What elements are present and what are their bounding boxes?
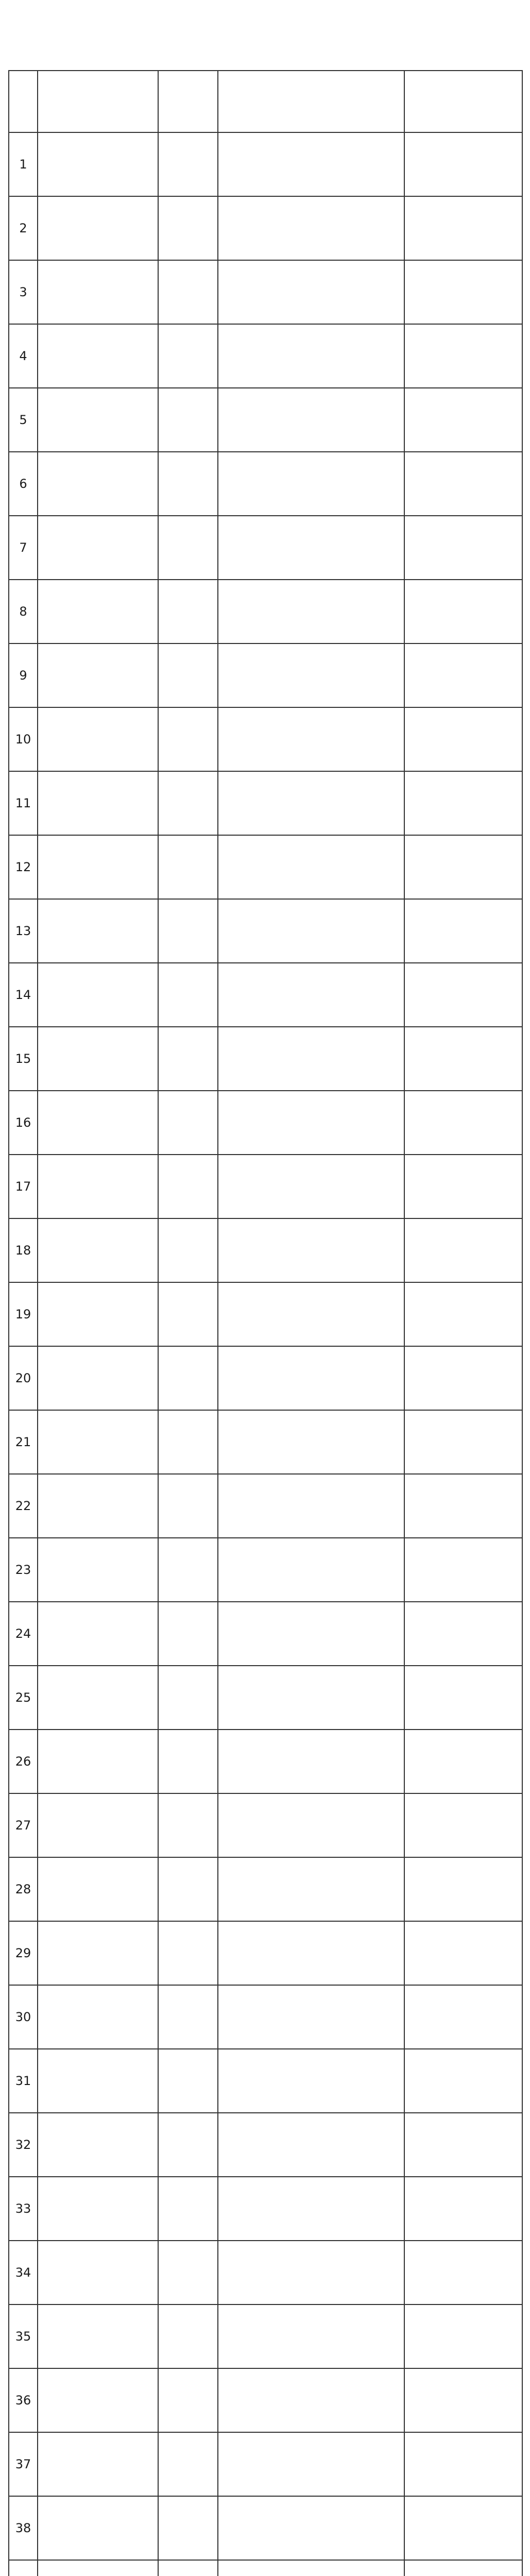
- row-number: 26: [9, 1730, 38, 1793]
- row-number: 13: [9, 899, 38, 963]
- row-number: 30: [9, 1985, 38, 2049]
- spokesperson-name: [158, 2113, 218, 2177]
- spokesperson-name: [158, 1985, 218, 2049]
- department-name: [38, 388, 158, 452]
- office-phone: [404, 2496, 522, 2560]
- row-number: [9, 2560, 38, 2576]
- office-phone: [404, 1666, 522, 1730]
- department-name: [38, 1346, 158, 1410]
- position-title: [218, 1602, 404, 1666]
- position-title: [218, 1666, 404, 1730]
- position-title: [218, 580, 404, 643]
- department-name: [38, 1730, 158, 1793]
- department-name: [38, 260, 158, 324]
- department-name: [38, 2049, 158, 2113]
- position-title: [218, 2368, 404, 2432]
- office-phone: [404, 963, 522, 1027]
- row-number: 10: [9, 707, 38, 771]
- table-row: [9, 963, 522, 1027]
- office-phone: [404, 1793, 522, 1857]
- spokesperson-name: [158, 1282, 218, 1346]
- department-name: [38, 899, 158, 963]
- row-number: 28: [9, 1857, 38, 1921]
- table-row: [9, 2496, 522, 2560]
- table-row: [9, 132, 522, 196]
- table-row: [9, 1346, 522, 1410]
- row-number: 3: [9, 260, 38, 324]
- office-phone: [404, 1027, 522, 1091]
- table-row: [9, 580, 522, 643]
- table-row: [9, 2049, 522, 2113]
- column-header-no: [9, 71, 38, 132]
- spokesperson-name: [158, 196, 218, 260]
- position-title: [218, 963, 404, 1027]
- row-number: 7: [9, 516, 38, 580]
- office-phone: [404, 1155, 522, 1218]
- table-row: [9, 899, 522, 963]
- column-header-tel: [404, 71, 522, 132]
- table-row: [9, 835, 522, 899]
- office-phone: [404, 2049, 522, 2113]
- position-title: [218, 1921, 404, 1985]
- spokesperson-name: [158, 707, 218, 771]
- table-row: [9, 196, 522, 260]
- position-title: [218, 260, 404, 324]
- spokesperson-name: [158, 2432, 218, 2496]
- position-title: [218, 1027, 404, 1091]
- spokesperson-name: [158, 1793, 218, 1857]
- department-name: [38, 2560, 158, 2576]
- department-name: [38, 1538, 158, 1602]
- spokesperson-name: [158, 963, 218, 1027]
- position-title: [218, 2241, 404, 2304]
- position-title: [218, 1410, 404, 1474]
- department-name: [38, 2368, 158, 2432]
- row-number: 17: [9, 1155, 38, 1218]
- department-name: [38, 516, 158, 580]
- table-row: [9, 1857, 522, 1921]
- department-name: [38, 963, 158, 1027]
- office-phone: [404, 516, 522, 580]
- office-phone: [404, 899, 522, 963]
- row-number: 9: [9, 643, 38, 707]
- row-number: 6: [9, 452, 38, 516]
- position-title: [218, 2560, 404, 2576]
- spokesperson-name: [158, 1474, 218, 1538]
- spokesperson-name: [158, 388, 218, 452]
- table-body: [9, 132, 522, 2576]
- office-phone: [404, 1602, 522, 1666]
- department-name: [38, 1474, 158, 1538]
- office-phone: [404, 132, 522, 196]
- spokesperson-name: [158, 260, 218, 324]
- row-number: 16: [9, 1091, 38, 1155]
- office-phone: [404, 2304, 522, 2368]
- department-name: [38, 1921, 158, 1985]
- spokesperson-name: [158, 1602, 218, 1666]
- table-row: [9, 260, 522, 324]
- department-name: [38, 580, 158, 643]
- spokesperson-name: [158, 2049, 218, 2113]
- table-row: [9, 2241, 522, 2304]
- office-phone: [404, 1857, 522, 1921]
- department-name: [38, 835, 158, 899]
- department-name: [38, 2177, 158, 2241]
- department-name: [38, 1602, 158, 1666]
- office-phone: [404, 1410, 522, 1474]
- row-number: 32: [9, 2113, 38, 2177]
- department-name: [38, 452, 158, 516]
- spokesperson-name: [158, 2560, 218, 2576]
- spokesperson-name: [158, 1538, 218, 1602]
- table-row: [9, 707, 522, 771]
- office-phone: [404, 196, 522, 260]
- table-row: [9, 2368, 522, 2432]
- table-row: [9, 1793, 522, 1857]
- office-phone: [404, 1091, 522, 1155]
- table-row: [9, 1091, 522, 1155]
- row-number: 23: [9, 1538, 38, 1602]
- position-title: [218, 1155, 404, 1218]
- office-phone: [404, 2177, 522, 2241]
- department-name: [38, 132, 158, 196]
- office-phone: [404, 2432, 522, 2496]
- spokesperson-name: [158, 1921, 218, 1985]
- spokesperson-name: [158, 643, 218, 707]
- position-title: [218, 707, 404, 771]
- row-number: 37: [9, 2432, 38, 2496]
- table-row: [9, 1218, 522, 1282]
- department-name: [38, 2432, 158, 2496]
- spokesperson-name: [158, 516, 218, 580]
- position-title: [218, 388, 404, 452]
- spokesperson-name: [158, 452, 218, 516]
- position-title: [218, 324, 404, 388]
- row-number: 1: [9, 132, 38, 196]
- department-name: [38, 707, 158, 771]
- table-row: [9, 2177, 522, 2241]
- office-phone: [404, 1921, 522, 1985]
- department-name: [38, 1793, 158, 1857]
- office-phone: [404, 1985, 522, 2049]
- department-name: [38, 1857, 158, 1921]
- table-row: [9, 1602, 522, 1666]
- office-phone: [404, 580, 522, 643]
- row-number: 15: [9, 1027, 38, 1091]
- spokesperson-name: [158, 1730, 218, 1793]
- office-phone: [404, 643, 522, 707]
- department-name: [38, 324, 158, 388]
- office-phone: [404, 707, 522, 771]
- table-row: [9, 1410, 522, 1474]
- spokesperson-name: [158, 835, 218, 899]
- table-row: [9, 2432, 522, 2496]
- position-title: [218, 1218, 404, 1282]
- row-number: 27: [9, 1793, 38, 1857]
- office-phone: [404, 2113, 522, 2177]
- department-name: [38, 2304, 158, 2368]
- contacts-table: [8, 70, 523, 2576]
- position-title: [218, 1282, 404, 1346]
- department-name: [38, 2496, 158, 2560]
- title-area: [8, 0, 522, 70]
- table-row: [9, 324, 522, 388]
- spokesperson-name: [158, 2368, 218, 2432]
- position-title: [218, 452, 404, 516]
- table-header: [9, 71, 522, 132]
- office-phone: [404, 771, 522, 835]
- office-phone: [404, 2241, 522, 2304]
- row-number: 14: [9, 963, 38, 1027]
- department-name: [38, 771, 158, 835]
- row-number: 18: [9, 1218, 38, 1282]
- row-number: 24: [9, 1602, 38, 1666]
- spokesperson-name: [158, 1666, 218, 1730]
- spokesperson-name: [158, 1155, 218, 1218]
- department-name: [38, 196, 158, 260]
- position-title: [218, 2496, 404, 2560]
- department-name: [38, 1985, 158, 2049]
- table-row: [9, 1666, 522, 1730]
- row-number: 8: [9, 580, 38, 643]
- office-phone: [404, 1282, 522, 1346]
- position-title: [218, 1857, 404, 1921]
- position-title: [218, 2304, 404, 2368]
- spokesperson-name: [158, 1410, 218, 1474]
- table-row: [9, 2113, 522, 2177]
- spokesperson-name: [158, 580, 218, 643]
- position-title: [218, 899, 404, 963]
- department-name: [38, 1155, 158, 1218]
- position-title: [218, 1793, 404, 1857]
- table-row: [9, 1538, 522, 1602]
- column-header-name: [158, 71, 218, 132]
- position-title: [218, 1538, 404, 1602]
- table-row: [9, 388, 522, 452]
- position-title: [218, 643, 404, 707]
- office-phone: [404, 452, 522, 516]
- spokesperson-name: [158, 2241, 218, 2304]
- position-title: [218, 516, 404, 580]
- office-phone: [404, 2368, 522, 2432]
- position-title: [218, 835, 404, 899]
- office-phone: [404, 1474, 522, 1538]
- row-number: 33: [9, 2177, 38, 2241]
- department-name: [38, 1091, 158, 1155]
- office-phone: [404, 1538, 522, 1602]
- table-row: [9, 643, 522, 707]
- spokesperson-name: [158, 324, 218, 388]
- office-phone: [404, 388, 522, 452]
- position-title: [218, 1091, 404, 1155]
- spokesperson-name: [158, 1857, 218, 1921]
- spokesperson-name: [158, 899, 218, 963]
- table-row: [9, 1474, 522, 1538]
- row-number: 31: [9, 2049, 38, 2113]
- department-name: [38, 1282, 158, 1346]
- office-phone: [404, 2560, 522, 2576]
- row-number: 29: [9, 1921, 38, 1985]
- row-number: 22: [9, 1474, 38, 1538]
- table-row: [9, 771, 522, 835]
- spokesperson-name: [158, 2177, 218, 2241]
- table-row: [9, 1155, 522, 1218]
- position-title: [218, 2432, 404, 2496]
- spokesperson-name: [158, 1218, 218, 1282]
- row-number: 34: [9, 2241, 38, 2304]
- row-number: 36: [9, 2368, 38, 2432]
- department-name: [38, 2113, 158, 2177]
- department-name: [38, 643, 158, 707]
- department-name: [38, 1666, 158, 1730]
- table-row: [9, 1282, 522, 1346]
- spokesperson-name: [158, 771, 218, 835]
- spokesperson-name: [158, 2496, 218, 2560]
- office-phone: [404, 1346, 522, 1410]
- row-number: 5: [9, 388, 38, 452]
- row-number: 35: [9, 2304, 38, 2368]
- position-title: [218, 132, 404, 196]
- table-row: [9, 516, 522, 580]
- position-title: [218, 1985, 404, 2049]
- table-row: [9, 2560, 522, 2576]
- position-title: [218, 2113, 404, 2177]
- table-row: [9, 1921, 522, 1985]
- office-phone: [404, 835, 522, 899]
- office-phone: [404, 1730, 522, 1793]
- row-number: 2: [9, 196, 38, 260]
- position-title: [218, 1474, 404, 1538]
- spokesperson-name: [158, 1027, 218, 1091]
- row-number: 20: [9, 1346, 38, 1410]
- spokesperson-name: [158, 2304, 218, 2368]
- department-name: [38, 1410, 158, 1474]
- spokesperson-name: [158, 1091, 218, 1155]
- table-row: [9, 1027, 522, 1091]
- table-row: [9, 452, 522, 516]
- position-title: [218, 2177, 404, 2241]
- department-name: [38, 1218, 158, 1282]
- table-row: [9, 1730, 522, 1793]
- table-row: [9, 1985, 522, 2049]
- position-title: [218, 771, 404, 835]
- office-phone: [404, 260, 522, 324]
- row-number: 25: [9, 1666, 38, 1730]
- row-number: 19: [9, 1282, 38, 1346]
- position-title: [218, 196, 404, 260]
- row-number: 21: [9, 1410, 38, 1474]
- row-number: 4: [9, 324, 38, 388]
- office-phone: [404, 324, 522, 388]
- table-row: [9, 2304, 522, 2368]
- department-name: [38, 2241, 158, 2304]
- department-name: [38, 1027, 158, 1091]
- position-title: [218, 1346, 404, 1410]
- spokesperson-name: [158, 1346, 218, 1410]
- row-number: 11: [9, 771, 38, 835]
- spokesperson-name: [158, 132, 218, 196]
- position-title: [218, 1730, 404, 1793]
- row-number: 12: [9, 835, 38, 899]
- office-phone: [404, 1218, 522, 1282]
- row-number: 38: [9, 2496, 38, 2560]
- column-header-dept: [38, 71, 158, 132]
- column-header-duty: [218, 71, 404, 132]
- header-row: [9, 71, 522, 132]
- position-title: [218, 2049, 404, 2113]
